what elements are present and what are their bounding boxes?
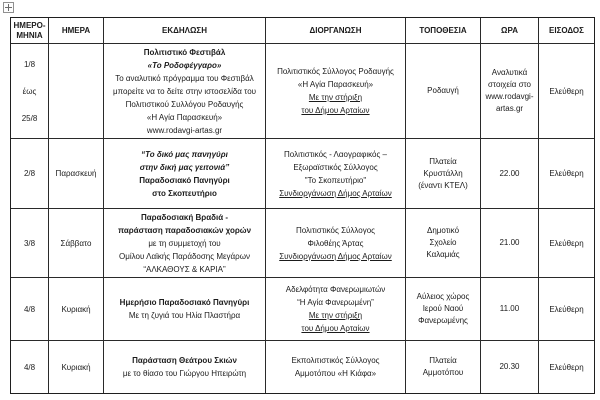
text-line: μπορείτε να το δείτε στην ιστοσελίδα του: [112, 86, 257, 96]
entrance-cell: Ελεύθερη: [539, 139, 594, 209]
text-line: Ροδαυγή: [427, 86, 459, 95]
text-line: “Η Αγία Φανερωμένη”: [297, 298, 374, 307]
text-line: με τη συμμετοχή του: [148, 238, 221, 248]
time-cell: 20.30: [481, 341, 539, 393]
column-header-entrance: ΕΙΣΟΔΟΣ: [539, 18, 594, 44]
text-line: artas.gr: [495, 104, 524, 113]
event-cell: [104, 139, 266, 209]
table-row: [11, 139, 594, 209]
time-cell: 21.00: [481, 209, 539, 278]
text-line: Παραδοσιακή Βραδιά -: [140, 212, 228, 222]
day-cell: Κυριακή: [49, 278, 104, 341]
text-line: στο Σκοπευτήριο: [152, 188, 217, 198]
time-cell: [481, 44, 539, 139]
location-cell: [406, 209, 481, 278]
date-cell: [11, 44, 49, 139]
day-cell: [49, 44, 104, 139]
time-cell: 22.00: [481, 139, 539, 209]
column-header-event: ΕΚΔΗΛΩΣΗ: [104, 18, 266, 44]
entrance-cell: Ελεύθερη: [539, 209, 594, 278]
text-line: "Το Σκοπευτήριο": [304, 175, 367, 185]
column-header-location: ΤΟΠΟΘΕΣΙΑ: [406, 18, 481, 44]
text-line: www.rodavgi-artas.gr: [146, 125, 223, 135]
text-line: Παραδοσιακό Πανηγύρι: [139, 175, 230, 185]
date-cell: 3/8: [11, 209, 49, 278]
column-header-time: ΩΡΑ: [481, 18, 539, 44]
organizer-cell: [266, 139, 406, 209]
text-line: 25/8: [21, 113, 38, 123]
text-line: του Δήμου Αρταίων: [301, 106, 370, 115]
header-row: [11, 18, 594, 44]
date-cell: 4/8: [11, 278, 49, 341]
date-cell: 4/8: [11, 341, 49, 393]
text-line: «Το Ροδοφέγγαρο»: [147, 60, 222, 70]
day-cell: Κυριακή: [49, 341, 104, 393]
text-line: Δημοτικό: [426, 226, 460, 235]
text-line: «Η Αγία Παρασκευή»: [297, 80, 374, 89]
text-line: του Δήμου Αρταίων: [301, 324, 370, 333]
text-line: στην δική μας γειτονιά”: [139, 162, 230, 172]
text-line: Πολιτιστικός Σύλλογος: [295, 225, 376, 235]
organizer-cell: [266, 278, 406, 341]
entrance-cell: Ελεύθερη: [539, 278, 594, 341]
text-line: έως: [22, 86, 37, 96]
text-line: Συνδιοργάνωση Δήμος Αρταίων: [279, 188, 392, 198]
text-line: Το αναλυτικό πρόγραμμα του Φεστιβάλ: [115, 73, 254, 83]
location-cell: [406, 341, 481, 393]
text-line: Αύλειος χώρος: [416, 292, 470, 301]
location-cell: [406, 139, 481, 209]
text-line: Με την στήριξη: [308, 93, 363, 102]
text-line: Αμμοτόπου: [422, 368, 464, 377]
text-line: Πολιτιστικός - Λαογραφικός –: [284, 149, 387, 159]
text-line: Πλατεία: [429, 356, 457, 365]
text-line: Ομίλου Λαϊκής Παράδοσης Μεγάρων: [119, 251, 250, 261]
text-line: Ιερού Ναού: [422, 304, 464, 313]
text-line: “ΑΛΚΑΘΟΥΣ & ΚΑΡΙΑ”: [143, 264, 226, 274]
event-cell: [104, 341, 266, 393]
text-line: στοιχεία στο: [487, 80, 532, 89]
text-line: Κρυστάλλη: [423, 168, 463, 178]
column-header-day: ΗΜΕΡΑ: [49, 18, 104, 44]
text-line: Αδελφότητα Φανερωμιωτών: [285, 285, 386, 294]
text-line: Αναλυτικά: [491, 68, 528, 77]
text-line: Πλατεία: [429, 156, 457, 166]
text-line: Εκπολιτιστικός Σύλλογος: [291, 356, 380, 365]
text-line: Παράσταση Θεάτρου Σκιών: [132, 356, 237, 365]
event-cell: [104, 44, 266, 139]
text-line: Καλαμιάς: [426, 250, 460, 259]
table-row: [11, 44, 594, 139]
text-line: Εξωραϊστικός Σύλλογος: [293, 162, 378, 172]
column-header-date: ΗΜΕΡΟ-ΜΗΝΙΑ: [11, 18, 49, 44]
text-line: «Η Αγία Παρασκευή»: [146, 112, 223, 122]
entrance-cell: Ελεύθερη: [549, 362, 584, 372]
text-line: Με την στήριξη: [308, 311, 363, 320]
table-row: [11, 209, 594, 278]
location-cell: [406, 278, 481, 341]
text-line: Πολιτιστικού Συλλόγου Ροδαυγής: [125, 99, 244, 109]
text-line: 1/8: [23, 59, 36, 69]
text-line: Πολιτιστικό Φεστιβάλ: [143, 47, 226, 57]
location-cell: [406, 44, 481, 139]
event-cell: [104, 278, 266, 341]
text-line: Ημερήσιο Παραδοσιακό Πανηγύρι: [119, 298, 250, 307]
text-line: Πολιτιστικός Σύλλογος Ροδαυγής: [277, 67, 394, 76]
table-move-handle[interactable]: [3, 2, 14, 13]
organizer-cell: [266, 341, 406, 393]
text-line: Φανερωμένης: [418, 316, 468, 325]
day-cell: Σάββατο: [49, 209, 104, 278]
table-row: [11, 341, 594, 393]
organizer-cell: [266, 44, 406, 139]
text-line: Σχολείο: [429, 238, 457, 247]
text-line: www.rodavgi-: [485, 92, 534, 101]
event-cell: [104, 209, 266, 278]
text-line: Αμμοτόπου «Η Κιάφα»: [294, 369, 377, 378]
organizer-cell: [266, 209, 406, 278]
date-cell: 2/8: [11, 139, 49, 209]
day-cell: Παρασκευή: [49, 139, 104, 209]
move-icon: [8, 4, 9, 11]
table-row: [11, 278, 594, 341]
column-header-organizer: ΔΙΟΡΓΑΝΩΣΗ: [266, 18, 406, 44]
text-line: παράσταση παραδοσιακών χορών: [117, 225, 252, 235]
text-line: (έναντι ΚΤΕΛ): [418, 180, 468, 190]
text-line: με το θίασο του Γιώργου Ηπειρώτη: [122, 369, 247, 378]
time-cell: 11.00: [481, 278, 539, 341]
text-line: Συνδιοργάνωση Δήμος Αρταίων: [279, 251, 392, 261]
text-line: “Το δικό μας πανηγύρι: [141, 149, 228, 159]
text-line: Με τη ζυγιά του Ηλία Πλαστήρα: [128, 311, 241, 320]
text-line: Φιλοθέης Άρτας: [307, 238, 364, 248]
entrance-cell: Ελεύθερη: [539, 44, 594, 139]
events-table: [10, 17, 595, 394]
